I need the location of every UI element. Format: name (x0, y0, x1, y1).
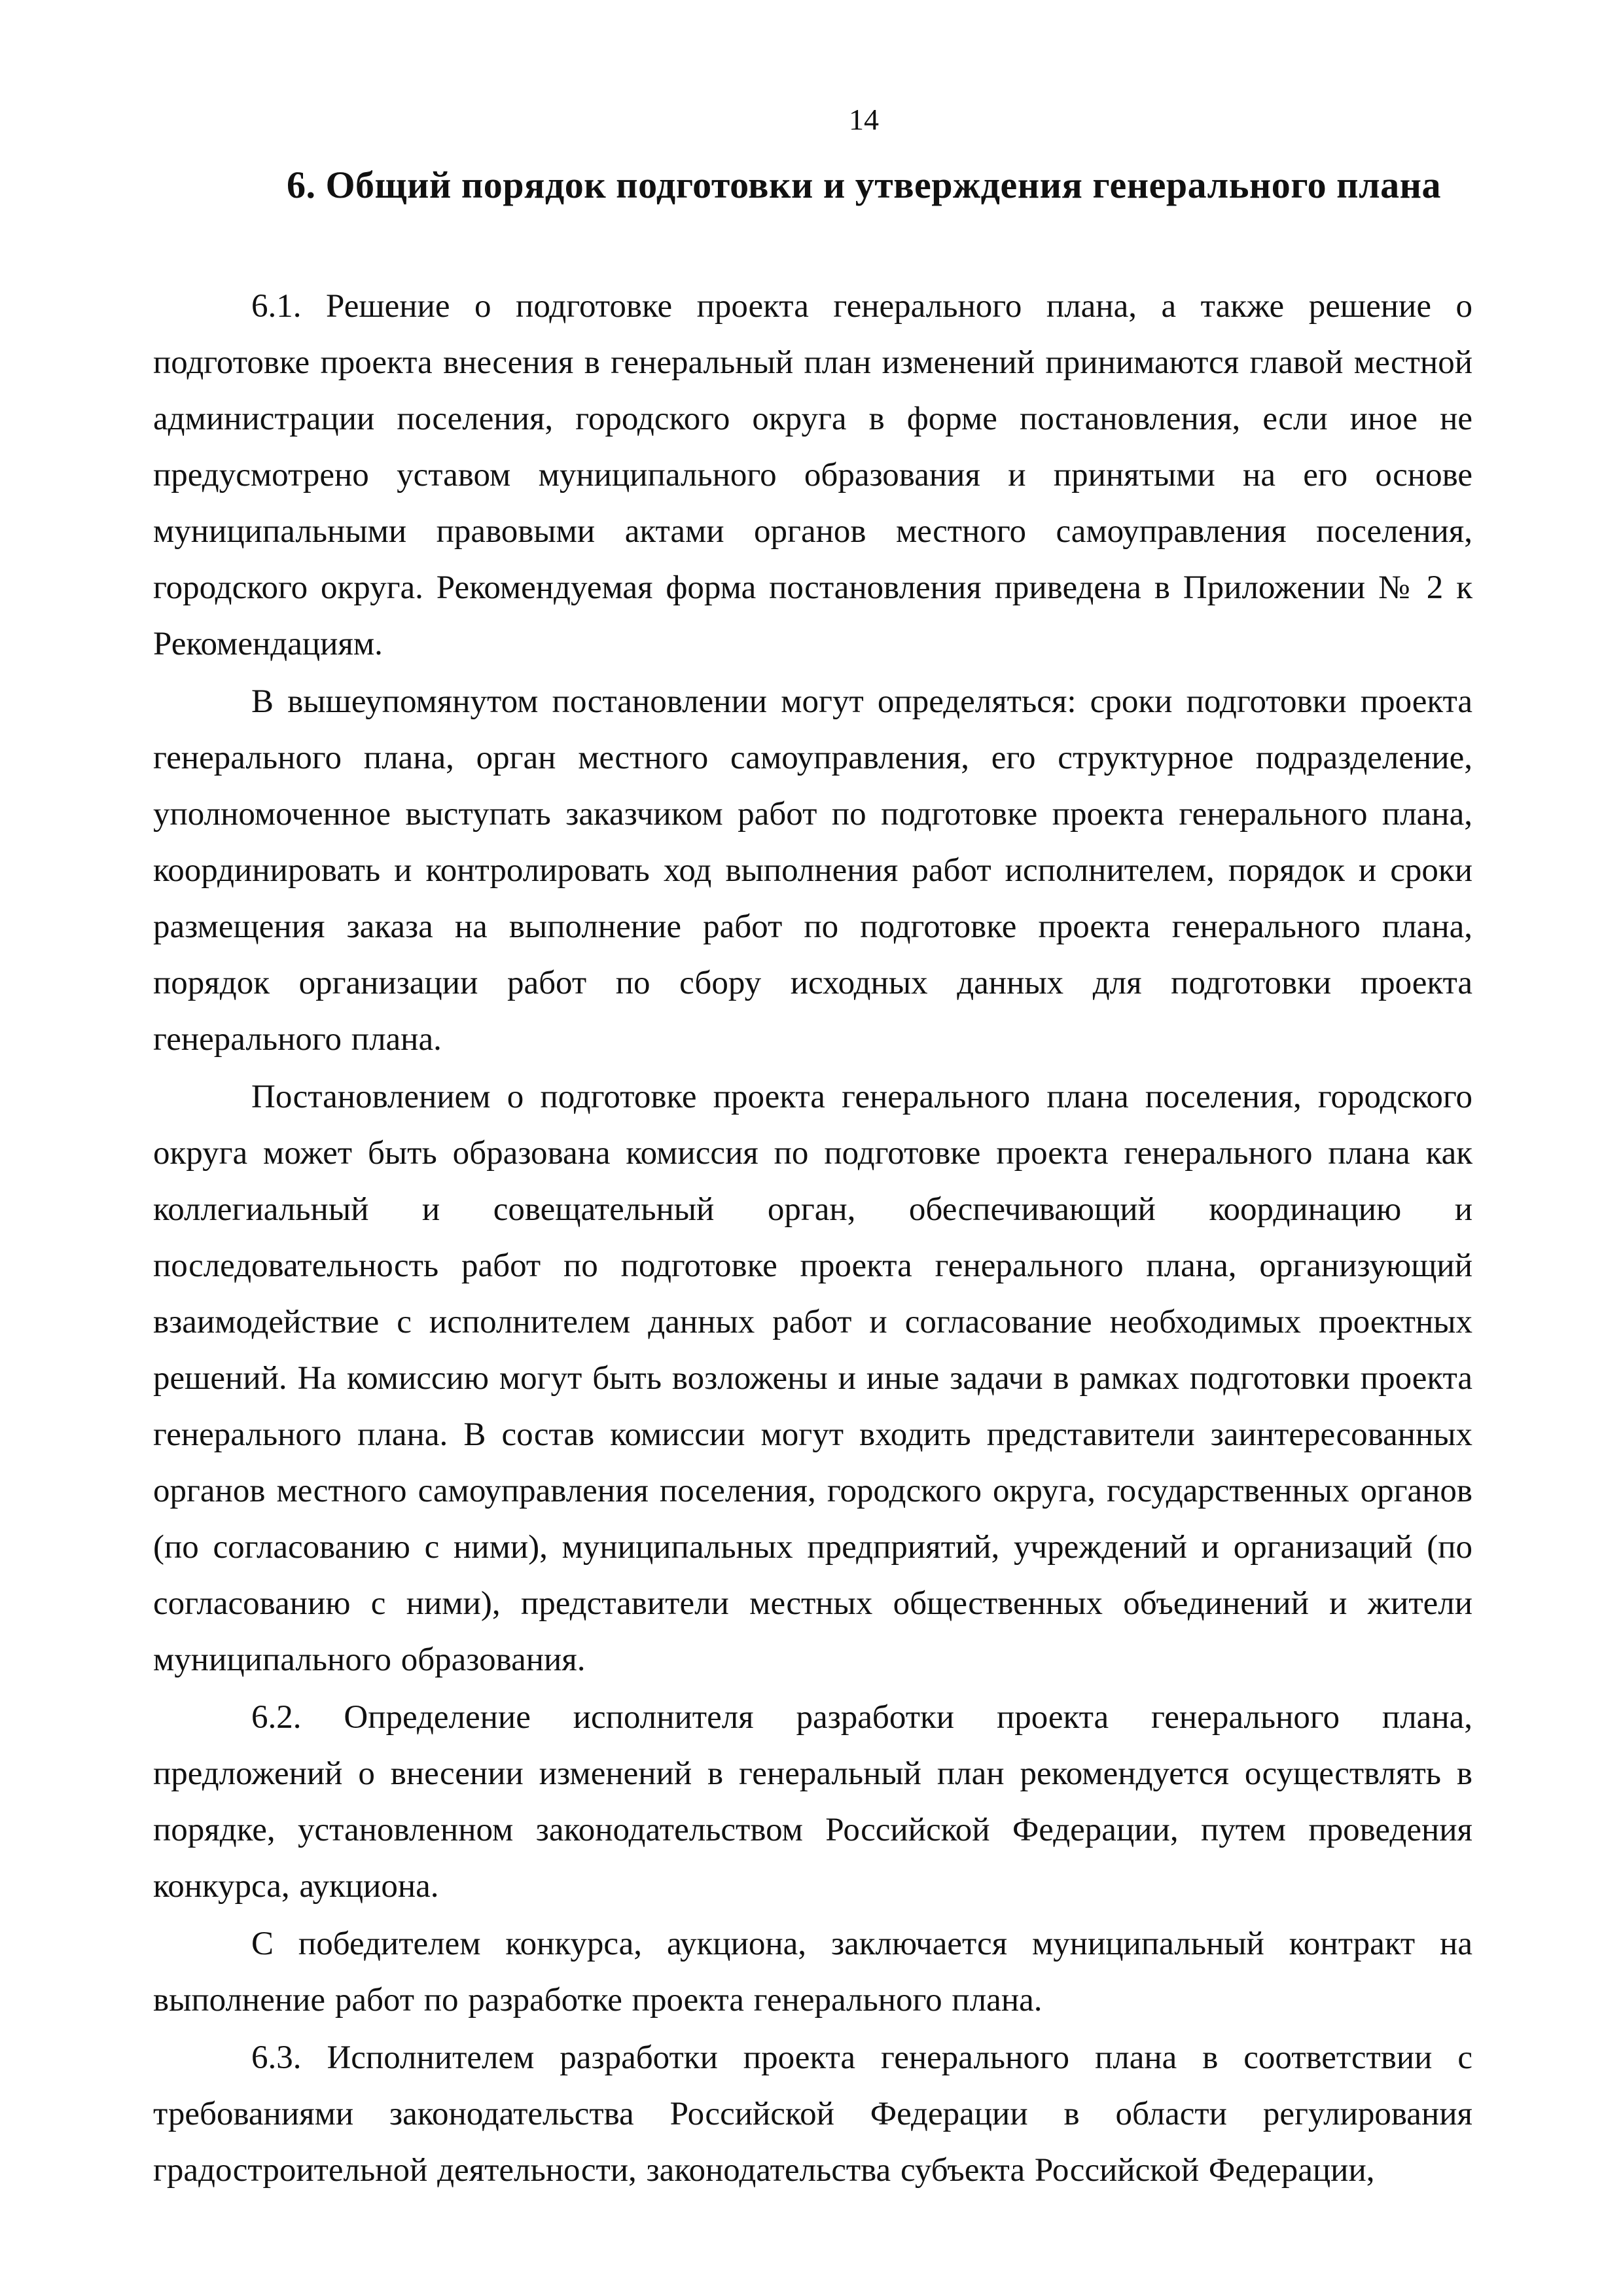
paragraph-6-3: 6.3. Исполнителем разработки проекта генерального плана в соответствии с требованиями законодательства Российской Федерации в области регулирования градостроительной деятельности, законодательства субъекта Российской Федерации, (153, 2039, 1472, 2189)
paragraph-commission: Постановлением о подготовке проекта генерального плана поселения, городского округа может быть образована комиссия по подготовке проекта генерального плана как коллегиальный и совещательный орган, обеспечивающий координацию и последовательность работ по подготовке проекта генерального плана, организующий взаимодействие с исполнителем данных работ и согласование необходимых проектных решений. На комиссию могут быть возложены и иные задачи в рамках подготовки проекта генерального плана. В состав комиссии могут входить представители заинтересованных органов местного самоуправления поселения, городского округа, государственных органов (по согласованию с ними), муниципальных предприятий, учреждений и организаций (по согласованию с ними), представители местных общественных объединений и жители муниципального образования. (153, 1079, 1472, 1678)
paragraph-contract: С победителем конкурса, аукциона, заключается муниципальный контракт на выполнение работ по разработке проекта генерального плана. (153, 1926, 1472, 2018)
paragraph-6-2: 6.2. Определение исполнителя разработки проекта генерального плана, предложений о внесении изменений в генеральный план рекомендуется осуществлять в порядке, установленном законодательством Российской Федерации, путем проведения конкурса, аукциона. (153, 1699, 1472, 1905)
body-text (153, 278, 1472, 2198)
page-number: 14 (849, 103, 879, 136)
section-title: 6. Общий порядок подготовки и утверждения генерального плана (286, 164, 1442, 206)
paragraph-6-1: 6.1. Решение о подготовке проекта генерального плана, а также решение о подготовке проекта внесения в генеральный план изменений принимаются главой местной администрации поселения, городского округа в форме постановления, если иное не предусмотрено уставом муниципального образования и принятыми на его основе муниципальными правовыми актами органов местного самоуправления поселения, городского округа. Рекомендуемая форма постановления приведена в Приложении № 2 к Рекомендациям. (153, 288, 1472, 662)
paragraph-resolution-content: В вышеупомянутом постановлении могут определяться: сроки подготовки проекта генерального плана, орган местного самоуправления, его структурное подразделение, уполномоченное выступать заказчиком работ по подготовке проекта генерального плана, координировать и контролировать ход выполнения работ исполнителем, порядок и сроки размещения заказа на выполнение работ по подготовке проекта генерального плана, порядок организации работ по сбору исходных данных для подготовки проекта генерального плана. (153, 683, 1472, 1058)
